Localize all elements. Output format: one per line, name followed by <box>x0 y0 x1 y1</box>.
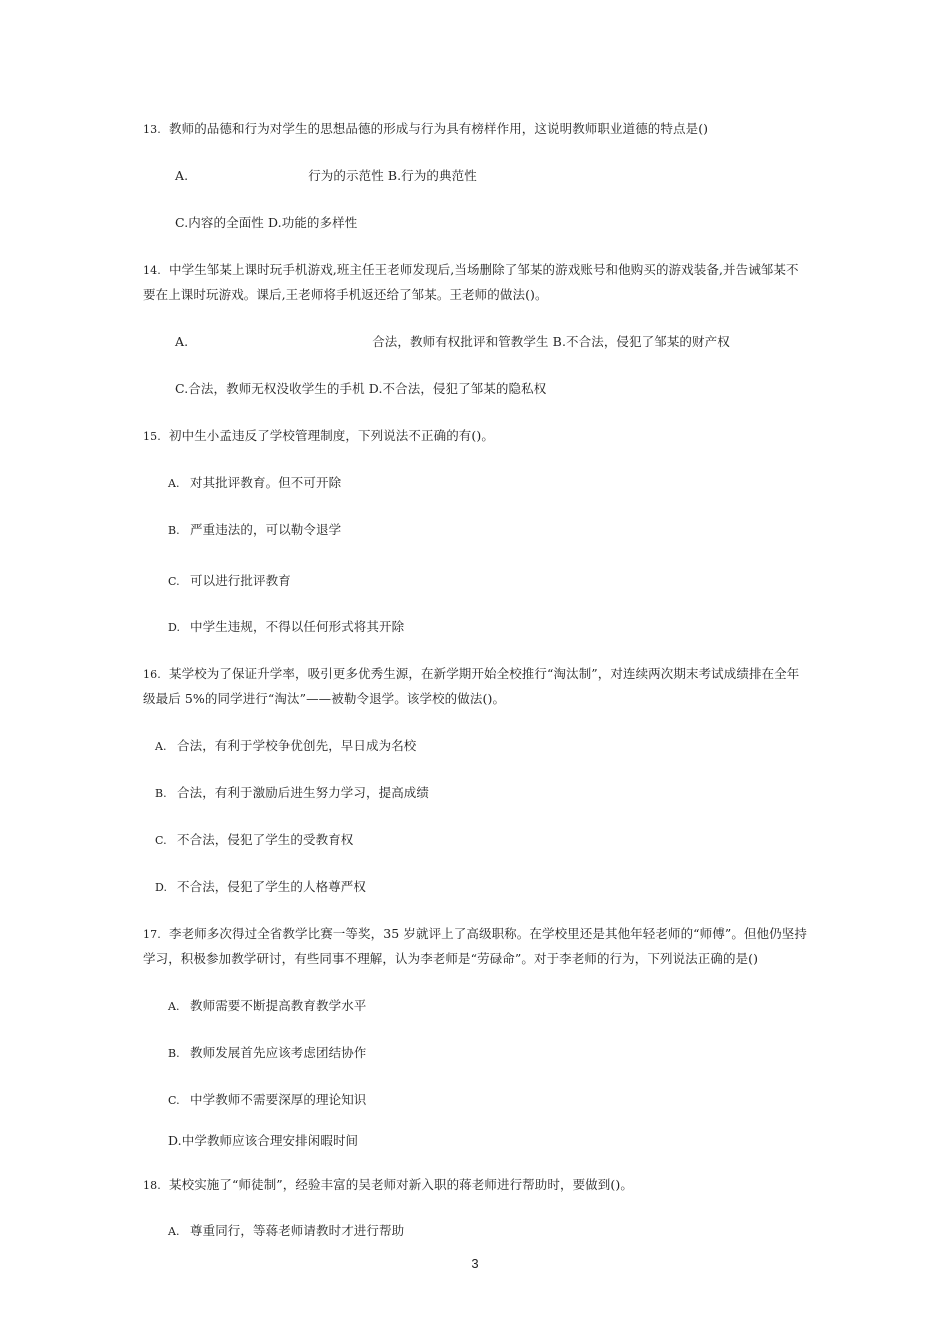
question-17-stem-line-2 <box>143 950 758 968</box>
question-number: 13. <box>143 123 161 136</box>
question-text: 中学生邹某上课时玩手机游戏,班主任王老师发现后,当场删除了邹某的游戏账号和他购买的游戏装备,并告诫邹某不 <box>169 262 799 277</box>
option-text: C.内容的全面性 D.功能的多样性 <box>175 215 358 230</box>
question-16-option-c <box>155 831 353 850</box>
question-18-option-a <box>168 1222 404 1241</box>
question-text: 初中生小孟违反了学校管理制度，下列说法不正确的有()。 <box>169 428 494 443</box>
question-text: 级最后 5%的同学进行“淘汰”——被勒令退学。该学校的做法()。 <box>143 691 506 706</box>
question-15-stem <box>143 427 494 446</box>
question-number: 18. <box>143 1179 161 1192</box>
option-text: 中学生违规，不得以任何形式将其开除 <box>190 619 405 634</box>
question-15-option-b <box>168 521 341 540</box>
question-15-option-c <box>168 572 291 591</box>
option-text: 不合法，侵犯了学生的受教育权 <box>177 832 354 847</box>
question-text: 学习，积极参加教学研讨，有些同事不理解，认为李老师是“劳碌命”。对于李老师的行为，下列说法正确的是() <box>143 951 759 966</box>
question-13-option-a <box>175 167 477 185</box>
question-number: 16. <box>143 668 161 681</box>
question-16-stem-line-1 <box>143 665 799 684</box>
option-label: D. <box>155 881 168 894</box>
question-16-stem-line-2 <box>143 690 505 708</box>
question-16-option-b <box>155 784 429 803</box>
question-text: 要在上课时玩游戏。课后,王老师将手机返还给了邹某。王老师的做法()。 <box>143 287 548 302</box>
option-text: D.中学教师应该合理安排闲暇时间 <box>168 1133 359 1148</box>
question-14-stem-line-1 <box>143 261 799 280</box>
option-text: 严重违法的，可以勒令退学 <box>190 522 342 537</box>
question-14-option-a <box>175 333 730 351</box>
question-14-option-c <box>175 380 546 398</box>
option-text: 对其批评教育。但不可开除 <box>190 475 342 490</box>
question-number: 15. <box>143 430 161 443</box>
question-number: 17. <box>143 928 161 941</box>
question-17-stem-line-1 <box>143 925 807 944</box>
question-15-option-a <box>168 474 341 493</box>
question-text: 教师的品德和行为对学生的思想品德的形成与行为具有榜样作用，这说明教师职业道德的特点是() <box>169 121 709 136</box>
question-17-option-b <box>168 1044 366 1063</box>
option-text: 可以进行批评教育 <box>190 573 291 588</box>
option-label: B. <box>155 787 167 800</box>
question-13-option-c <box>175 214 357 232</box>
option-label: C. <box>168 1094 180 1107</box>
option-label: A. <box>168 1000 180 1013</box>
option-label: D. <box>168 621 181 634</box>
option-text: 行为的示范性 B.行为的典范性 <box>308 168 477 183</box>
question-18-stem <box>143 1176 633 1195</box>
question-17-option-d <box>168 1132 358 1150</box>
option-label: A. <box>168 1225 180 1238</box>
page-number: 3 <box>471 1256 479 1271</box>
question-15-option-d <box>168 618 404 637</box>
option-text: 教师发展首先应该考虑团结协作 <box>190 1045 367 1060</box>
question-17-option-c <box>168 1091 366 1110</box>
option-label: B. <box>168 524 180 537</box>
option-label: B. <box>168 1047 180 1060</box>
option-label: C. <box>155 834 167 847</box>
option-label: A. <box>175 168 189 183</box>
option-text: 合法，有利于学校争优创先，早日成为名校 <box>177 738 417 753</box>
question-14-stem-line-2 <box>143 286 548 304</box>
question-number: 14. <box>143 264 161 277</box>
option-text: 合法，教师有权批评和管教学生 B.不合法，侵犯了邹某的财产权 <box>372 334 730 349</box>
option-text: 不合法，侵犯了学生的人格尊严权 <box>177 879 367 894</box>
option-text: 教师需要不断提高教育教学水平 <box>190 998 367 1013</box>
option-label: A. <box>168 477 180 490</box>
question-16-option-d <box>155 878 366 897</box>
question-text: 李老师多次得过全省教学比赛一等奖，35 岁就评上了高级职称。在学校里还是其他年轻老师的“师傅”。但他仍坚持 <box>169 926 807 941</box>
question-text: 某校实施了“师徒制”，经验丰富的吴老师对新入职的蒋老师进行帮助时，要做到()。 <box>169 1177 633 1192</box>
option-text: 合法，有利于激励后进生努力学习，提高成绩 <box>177 785 430 800</box>
option-label: A. <box>155 740 167 753</box>
question-16-option-a <box>155 737 416 756</box>
option-label: C. <box>168 575 180 588</box>
question-text: 某学校为了保证升学率，吸引更多优秀生源，在新学期开始全校推行“淘汰制”，对连续两次期末考试成绩排在全年 <box>169 666 800 681</box>
option-text: C.合法，教师无权没收学生的手机 D.不合法，侵犯了邹某的隐私权 <box>175 381 547 396</box>
option-text: 中学教师不需要深厚的理论知识 <box>190 1092 367 1107</box>
option-text: 尊重同行，等蒋老师请教时才进行帮助 <box>190 1223 405 1238</box>
question-13-stem <box>143 120 708 139</box>
option-label: A. <box>175 334 189 349</box>
question-17-option-a <box>168 997 366 1016</box>
